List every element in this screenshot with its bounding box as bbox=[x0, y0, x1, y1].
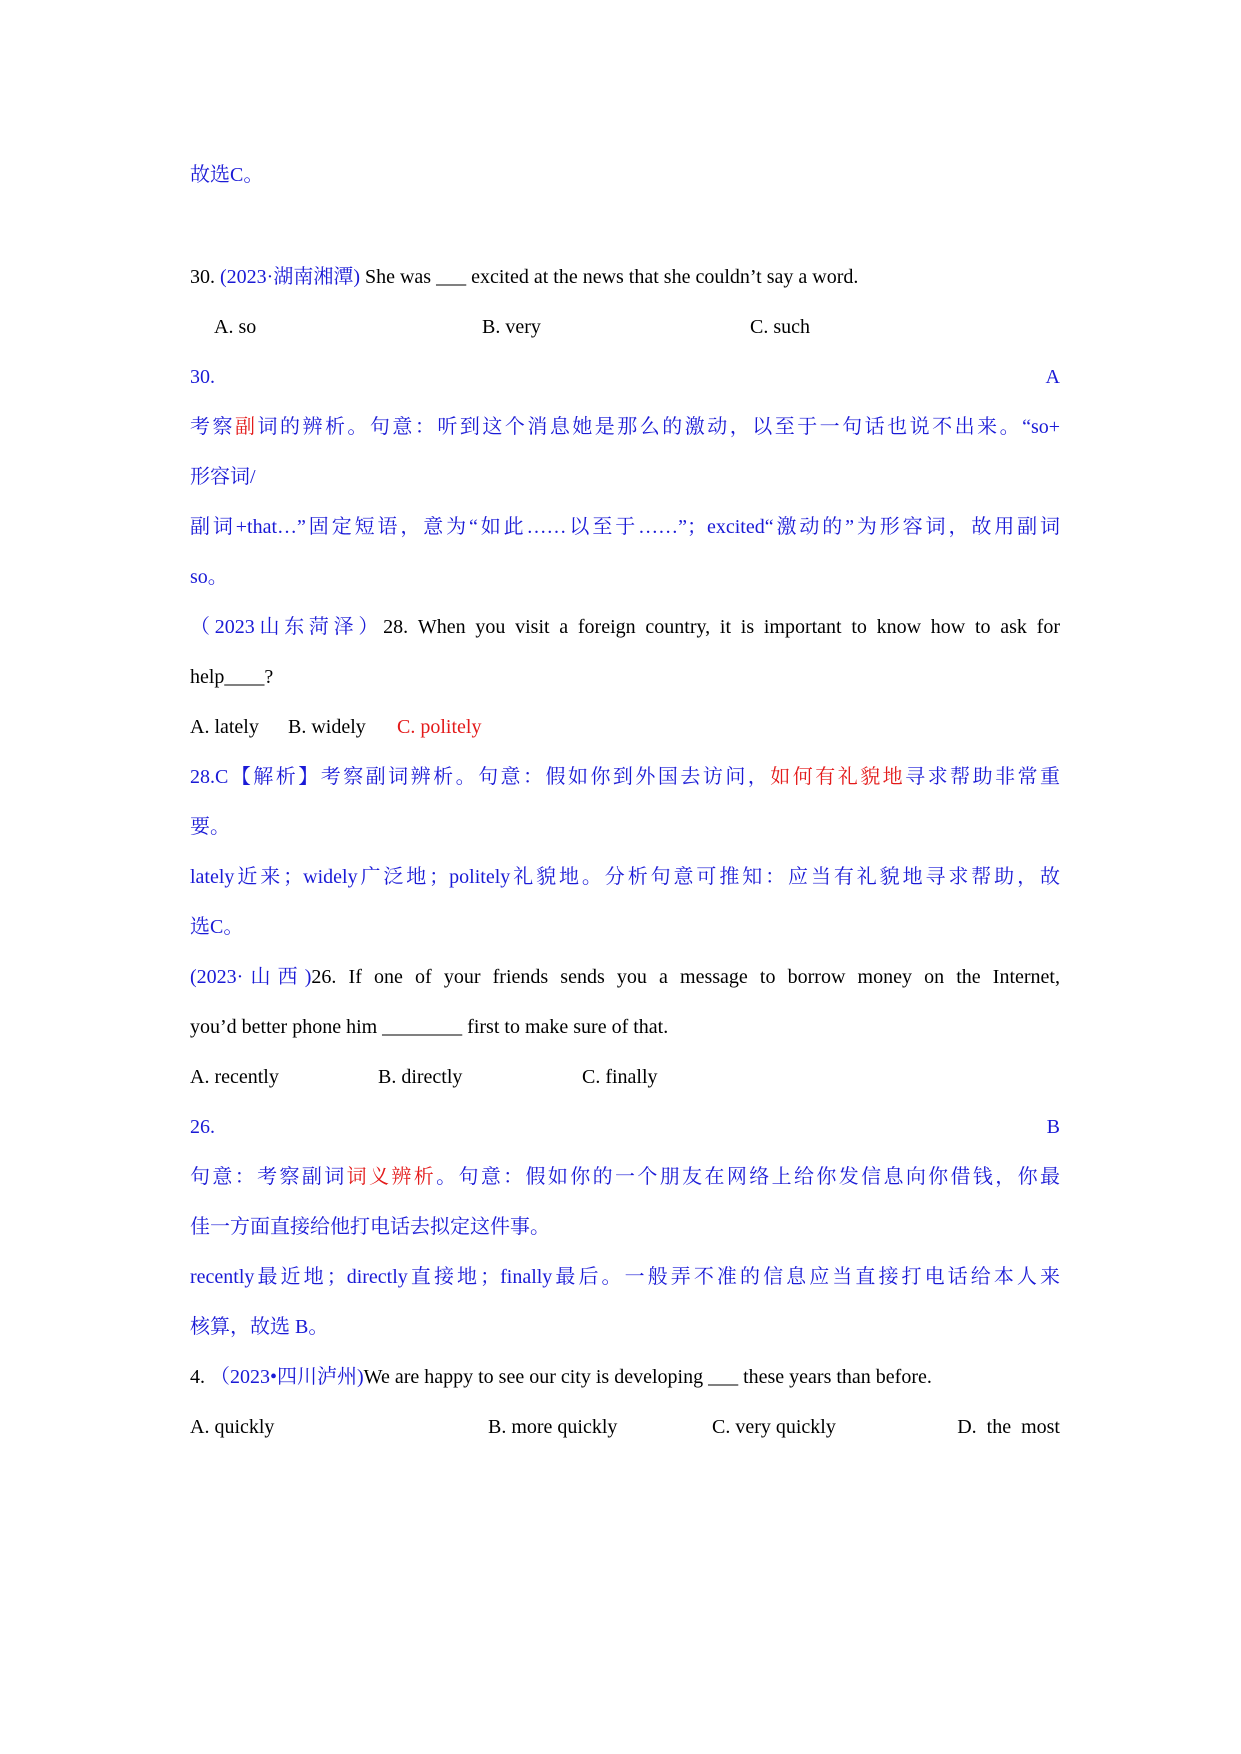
explanation-text: 词的辨析。句意：听到这个消息她是那么的激动，以至于一句话也说不出来。“so+ bbox=[257, 416, 1061, 438]
option-b: B. directly bbox=[378, 1066, 463, 1088]
question-4-stem bbox=[190, 1362, 1060, 1392]
question-30-stem bbox=[190, 262, 1060, 292]
explanation-text: 28.C【解析】考察副词辨析。句意：假如你到外国去访问， bbox=[190, 766, 771, 788]
answer-26-header bbox=[190, 1112, 1060, 1142]
explanation-26-line-1 bbox=[190, 1162, 1060, 1192]
option-a: A. so bbox=[214, 316, 257, 338]
question-28-options bbox=[190, 712, 1060, 742]
option-c: C. finally bbox=[582, 1066, 658, 1088]
question-number: 30. bbox=[190, 266, 220, 288]
question-source: (2023·山西) bbox=[190, 966, 312, 988]
question-source: （2023•四川泸州) bbox=[210, 1366, 364, 1388]
explanation-28-line-2: 要。 bbox=[190, 816, 230, 838]
option-c: C. such bbox=[750, 316, 810, 338]
explanation-text: 。句意：假如你的一个朋友在网络上给你发信息向你借钱，你最 bbox=[436, 1166, 1061, 1188]
explanation-highlight: 如何有礼貌地 bbox=[770, 766, 906, 788]
option-a: A. lately bbox=[190, 716, 259, 738]
explanation-30-line-3: 副词+that…”固定短语，意为“如此……以至于……”；excited“激动的”为形容词，故用副词 bbox=[190, 516, 1060, 538]
explanation-28-line-1 bbox=[190, 762, 1060, 792]
explanation-28-line-4: 选C。 bbox=[190, 916, 244, 938]
question-text: 26. If one of your friends sends you a message to borrow money on the Internet, bbox=[311, 966, 1060, 988]
question-source: （2023山东菏泽） bbox=[190, 616, 384, 638]
explanation-26-line-3: recently最近地；directly直接地；finally最后。一般弄不准的信息应当直接打电话给本人来 bbox=[190, 1266, 1060, 1288]
explanation-30-line-2: 形容词/ bbox=[190, 466, 256, 488]
question-26-options bbox=[190, 1062, 1060, 1092]
option-b: B. very bbox=[482, 316, 541, 338]
question-text: We are happy to see our city is developing ___ these years than before. bbox=[363, 1366, 932, 1388]
answer-letter: B bbox=[1046, 1116, 1060, 1138]
explanation-text: 寻求帮助非常重 bbox=[905, 766, 1061, 788]
question-4-options bbox=[190, 1412, 1060, 1442]
answer-closing-line: 故选C。 bbox=[190, 164, 264, 186]
question-text: She was ___ excited at the news that she couldn’t say a word. bbox=[359, 266, 859, 288]
option-d: D. the most bbox=[957, 1416, 1060, 1438]
explanation-26-line-2: 佳一方面直接给他打电话去拟定这件事。 bbox=[190, 1216, 550, 1238]
answer-letter: A bbox=[1045, 366, 1060, 388]
option-c: C. very quickly bbox=[712, 1416, 836, 1438]
option-c: C. politely bbox=[397, 716, 482, 738]
explanation-highlight: 词义辨析 bbox=[346, 1166, 437, 1188]
question-text: 28. When you visit a foreign country, it is important to know how to ask for bbox=[383, 616, 1060, 638]
question-28-stem-line-2: help____? bbox=[190, 666, 274, 688]
explanation-highlight: 副 bbox=[234, 416, 258, 438]
question-28-stem-line-1 bbox=[190, 612, 1060, 642]
explanation-26-line-4: 核算，故选 B。 bbox=[190, 1316, 329, 1338]
question-30-options bbox=[190, 312, 1060, 342]
option-a: A. recently bbox=[190, 1066, 279, 1088]
answer-number: 30. bbox=[190, 366, 215, 388]
explanation-30-line-1 bbox=[190, 412, 1060, 442]
explanation-text: 句意：考察副词 bbox=[190, 1166, 347, 1188]
explanation-28-line-3: lately近来；widely广泛地；politely礼貌地。分析句意可推知：应当有礼貌地寻求帮助，故 bbox=[190, 866, 1060, 888]
option-b: B. widely bbox=[288, 716, 366, 738]
answer-30-header bbox=[190, 362, 1060, 392]
question-number: 4. bbox=[190, 1366, 210, 1388]
question-source: (2023·湖南湘潭) bbox=[220, 266, 360, 288]
option-a: A. quickly bbox=[190, 1416, 275, 1438]
question-26-stem-line-1 bbox=[190, 962, 1060, 992]
question-26-stem-line-2: you’d better phone him ________ first to make sure of that. bbox=[190, 1016, 669, 1038]
answer-number: 26. bbox=[190, 1116, 215, 1138]
explanation-30-line-4: so。 bbox=[190, 566, 228, 588]
option-b: B. more quickly bbox=[488, 1416, 618, 1438]
explanation-text: 考察 bbox=[190, 416, 235, 438]
